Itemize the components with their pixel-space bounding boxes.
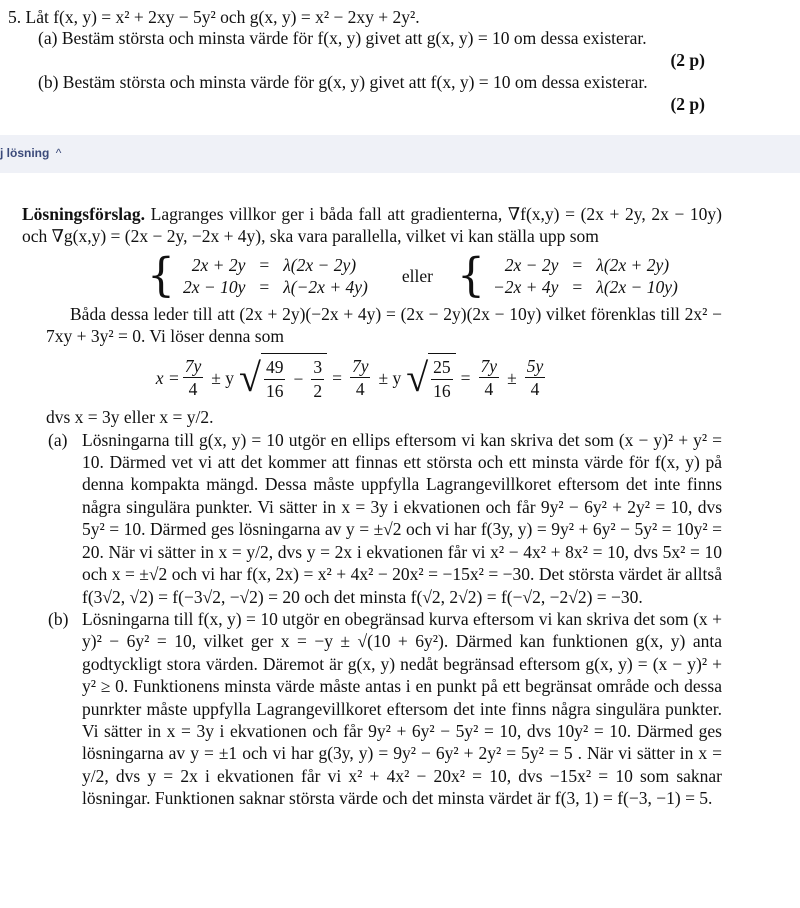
eq-sign: =	[572, 254, 583, 275]
eq-sign: =	[259, 277, 270, 298]
problem-intro	[8, 6, 420, 28]
eq-lhs: 2x + 2y	[191, 254, 246, 275]
hide-solution-toggle[interactable]	[0, 146, 61, 160]
denominator: 16	[433, 380, 451, 401]
numerator: 25	[431, 356, 453, 379]
system-right	[493, 254, 678, 299]
numerator: 7y	[479, 355, 500, 378]
sqrt	[239, 353, 327, 402]
denominator: 2	[313, 380, 323, 401]
problem-number: 5.	[8, 7, 22, 27]
equals: =	[460, 367, 471, 388]
part-a-label: (a)	[48, 429, 68, 450]
eq-rhs: λ(2x + 2y)	[596, 254, 670, 275]
eq-lhs: 2x − 10y	[183, 277, 246, 298]
part-b-label: (b)	[38, 72, 59, 92]
fraction	[183, 355, 204, 401]
left-brace-icon: {	[456, 248, 485, 303]
part-a-label: (a)	[38, 28, 58, 48]
numerator: 7y	[183, 355, 204, 378]
chevron-up-icon: ^	[55, 146, 62, 160]
solution-body	[22, 203, 722, 810]
eq-lhs: x =	[155, 367, 180, 388]
solution-heading: Lösningsförslag.	[22, 204, 146, 224]
part-a-text: Bestäm största och minsta värde för f(x, y) givet att g(x, y) = 10 om dessa existerar.	[61, 28, 647, 48]
part-b-points: (2 p)	[670, 94, 705, 114]
denominator: 4	[188, 379, 198, 400]
part-b-text: Bestäm största och minsta värde för g(x, y) givet att f(x, y) = 10 om dessa existerar.	[62, 72, 648, 92]
plus-minus: ± y	[211, 367, 234, 388]
denominator: 4	[484, 379, 494, 400]
numerator: 7y	[350, 355, 371, 378]
solution-part-a	[22, 429, 722, 608]
radical-icon: √	[239, 354, 261, 400]
left-brace-icon: {	[147, 248, 175, 303]
eq-lhs: −2x + 4y	[492, 277, 559, 298]
sqrt	[406, 353, 455, 402]
toggle-label: j lösning	[0, 146, 50, 160]
problem-intro-text: Låt f(x, y) = x² + 2xy − 5y² och g(x, y) = x² − 2xy + 2y².	[25, 7, 420, 27]
problem-part-b	[38, 71, 648, 93]
eq-rhs: λ(−2x + 4y)	[283, 277, 368, 298]
problem-part-a	[38, 27, 647, 49]
part-a-solution-text: Lösningarna till g(x, y) = 10 utgör en ellips eftersom vi kan skriva det som (x − y)² + y² = 10. Därmed vet vi att det kommer att finnas ett största och ett minsta värde för f(x, y) på denna kompakta mängd. Dessa måste uppfylla Lagrangevillkoret eftersom det inte finns några singulära punkter. Vi sätter in x = 3y i ekvationen och får 9y² − 6y² + 2y² = 10, dvs 5y² = 10. Därmed ges lösningarna av y = ±√2 och vi har f(3y, y) = 9y² + 6y² − 5y² = 10y² = 20. När vi sätter in x = y/2, dvs y = 2x i ekvationen får vi x² − 4x² + 8x² = 10, dvs 5x² = 10 och x = ±√2 och vi har f(x, 2x) = x² + 4x² − 20x² = −15x² = −30. Det största värdet är alltså f(3√2, √2) = f(−3√2, −√2) = 20 och det minsta f(√2, 2√2) = f(−√2, −2√2) = −30.	[82, 429, 722, 607]
numerator: 49	[264, 356, 286, 379]
denominator: 4	[355, 379, 365, 400]
numerator: 5y	[525, 355, 546, 378]
equals: =	[332, 367, 342, 388]
plus-minus: ± y	[378, 367, 402, 388]
eq-sign: =	[259, 254, 270, 275]
denominator: 16	[265, 380, 284, 401]
eq-sign: =	[572, 277, 583, 298]
part-b-solution-text: Lösningarna till f(x, y) = 10 utgör en obegränsad kurva eftersom vi kan skriva det som (x + y)² − 6y² = 10, vilket ger x = −y ± √(10 + 6y²). Därmed kan funktionen g(x, y) anta godtyckligt stora värden. Däremot är g(x, y) nedåt begränsad eftersom g(x, y) = (x − y)² + y² ≥ 0. Funktionens minsta värde måste antas i en punkt på ett begränsat område och dessa punrkter måste uppfylla Lagrangevillkoret eftersom det inte finns några singulära punkter. Vi sätter in x = 3y i ekvationen och får 9y² + 6y² − 5y² = 10, dvs 10y² = 10. Därmed ges lösningarna av y = ±1 och vi har g(3y, y) = 9y² − 6y² + 2y² = 5y² = 5 . När vi sätter in x = y/2, dvs y = 2x i ekvationen får vi x² + 4x² − 20x² = 10, dvs −15x² = 10 som saknar lösningar. Funktionen saknar största värde och det minsta värdet är f(3, 1) = f(−3, −1) = 5.	[82, 608, 722, 809]
part-b-label: (b)	[48, 608, 69, 629]
eq-lhs: 2x − 2y	[504, 254, 559, 275]
part-a-points: (2 p)	[670, 50, 705, 70]
solution-intro: Lagranges villkor ger i båda fall att gradienterna, ∇f(x,y) = (2x + 2y, 2x − 10y) och ∇g(x,y) = (2x − 2y, −2x + 4y), ska vara parallella, vilket vi kan ställa upp som	[22, 204, 722, 247]
system-left	[183, 254, 368, 299]
numerator: 3	[311, 356, 324, 379]
eq-rhs: λ(2x − 10y)	[596, 277, 678, 298]
eq-rhs: λ(2x − 2y)	[283, 254, 357, 275]
dvs-text: dvs x = 3y eller x = y/2.	[46, 407, 214, 428]
system-separator: eller	[401, 266, 433, 287]
solution-part-b	[22, 608, 722, 810]
quadratic-solution: x = $\frac{7y}{4}$ ± y √ $\frac{49}{16}$ − $\frac{3}{2}$ = $\frac{7y}{4}$ ± y √ $\frac{25}{16}$ = $\frac{7y}{4}$ ± $\frac{5y}{4}$	[155, 354, 544, 401]
denominator: 4	[530, 379, 540, 400]
minus: −	[293, 369, 304, 390]
both-lead-text: Båda dessa leder till att (2x + 2y)(−2x + 4y) = (2x − 2y)(2x − 10y) vilket förenklas till 2x² − 7xy + 3y² = 0. Vi löser denna som	[46, 303, 722, 347]
solution-toggle-bar[interactable]	[0, 135, 800, 173]
radical-icon: √	[406, 354, 429, 400]
lagrange-systems	[147, 248, 722, 303]
